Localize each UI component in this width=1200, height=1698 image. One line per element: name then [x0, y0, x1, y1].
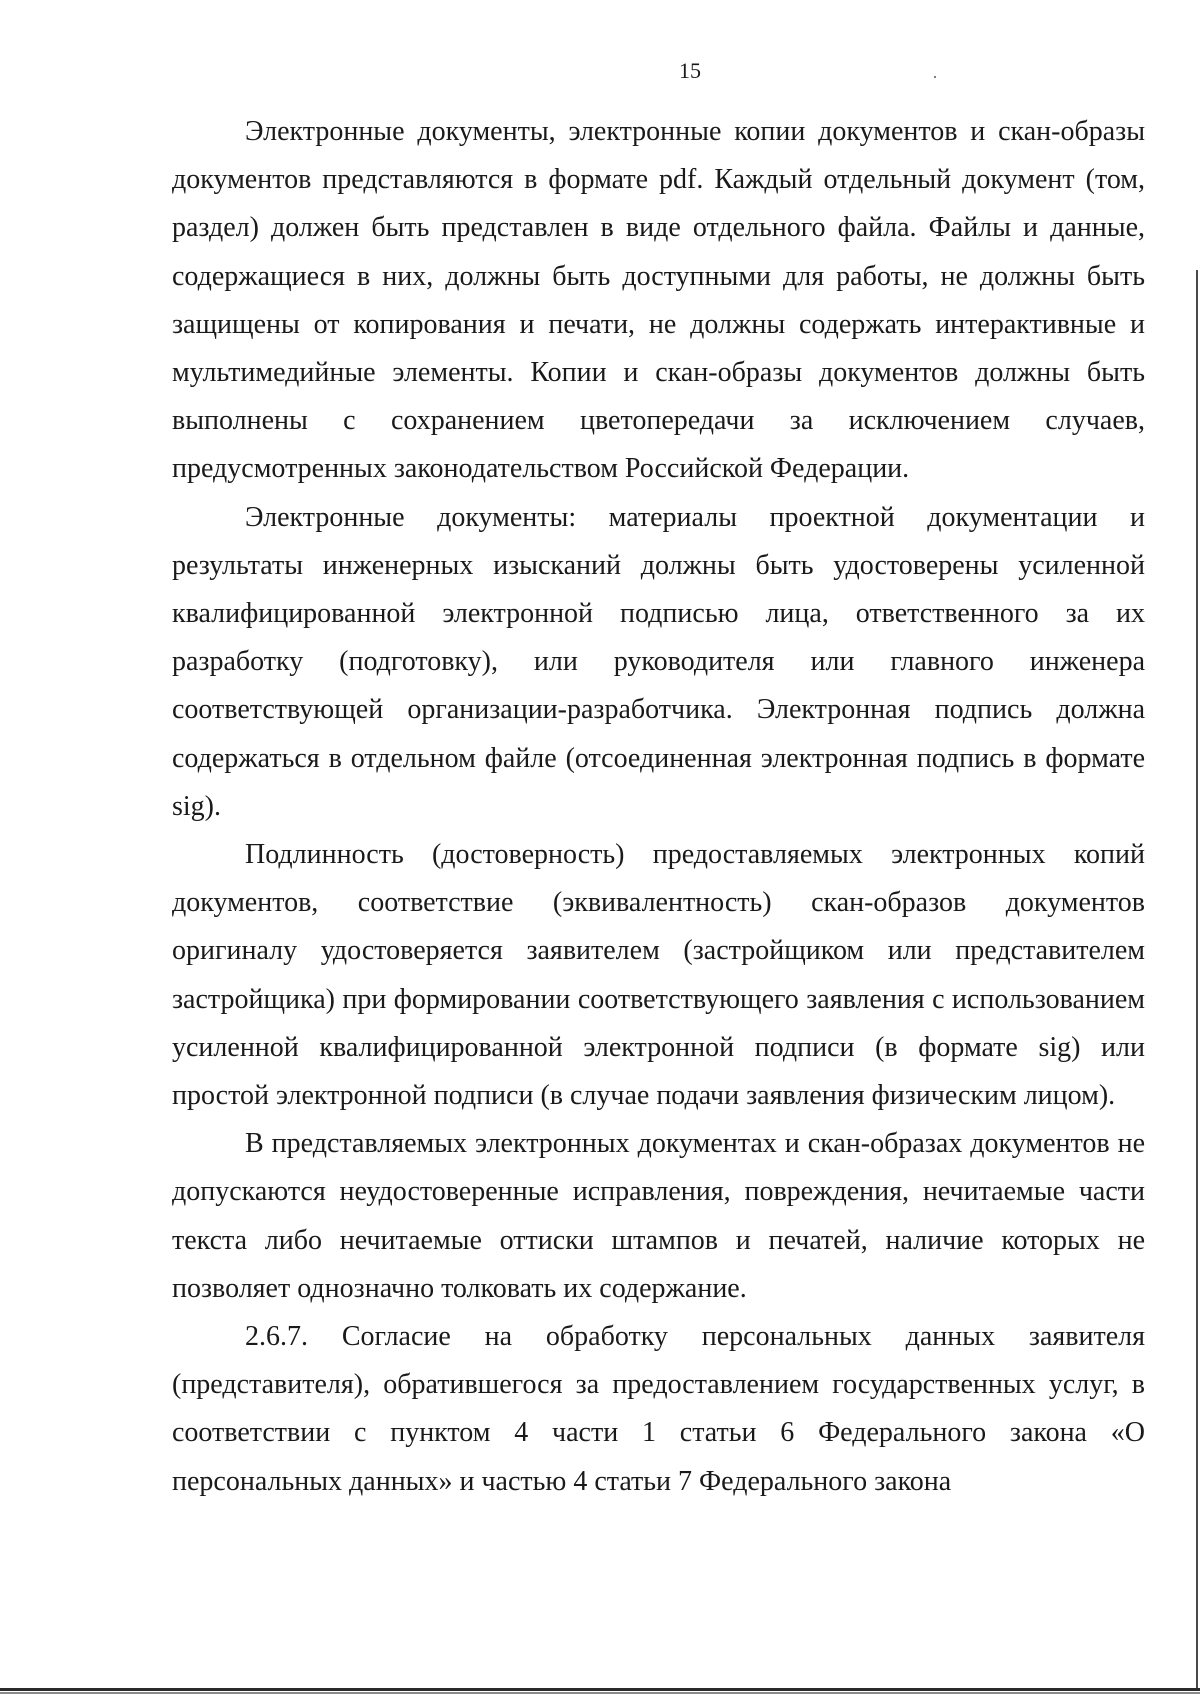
- paragraph-corrections: В представляемых электронных документах и скан-образах документов не допускаются неудостоверенные исправления, повреждения, нечитаемые части текста либо нечитаемые оттиски штампов и печатей, наличие которых не позволяет однозначно толковать их содержание.: [172, 1128, 1145, 1304]
- scan-bottom-border: [0, 1688, 1200, 1691]
- scan-artifact: [934, 76, 936, 78]
- paragraph-authenticity: Подлинность (достоверность) предоставляемых электронных копий документов, соответствие (эквивалентность) скан-образов документов оригиналу удостоверяется заявителем (застройщиком или представителем застройщика) при формировании соответствующего заявления с использованием усиленной квалифицированной электронной подписи (в формате sig) или простой электронной подписи (в случае подачи заявления физическим лицом).: [172, 839, 1145, 1112]
- document-body: [172, 108, 1145, 1506]
- page-number: 15: [679, 58, 701, 83]
- paragraph-electronic-formats: Электронные документы, электронные копии документов и скан-образы документов представляются в формате pdf. Каждый отдельный документ (том, раздел) должен быть представлен в виде отдельного файла. Файлы и данные, содержащиеся в них, должны быть доступными для работы, не должны быть защищены от копирования и печати, не должны содержать интерактивные и мультимедийные элементы. Копии и скан-образы документов должны быть выполнены с сохранением цветопередачи за исключением случаев, предусмотренных законодательством Российской Федерации.: [172, 116, 1145, 485]
- scan-bottom-shadow: [0, 1692, 1200, 1694]
- scan-right-border: [1196, 270, 1198, 1690]
- paragraph-signature-requirements: Электронные документы: материалы проектной документации и результаты инженерных изысканий должны быть удостоверены усиленной квалифицированной электронной подписью лица, ответственного за их разработку (подготовку), или руководителя или главного инженера соответствующей организации-разработчика. Электронная подпись должна содержаться в отдельном файле (отсоединенная электронная подпись в формате sig).: [172, 501, 1145, 822]
- paragraph-consent-2-6-7: 2.6.7. Согласие на обработку персональных данных заявителя (представителя), обратившегося за предоставлением государственных услуг, в соответствии с пунктом 4 части 1 статьи 6 Федерального закона «О персональных данных» и частью 4 статьи 7 Федерального закона: [172, 1321, 1145, 1497]
